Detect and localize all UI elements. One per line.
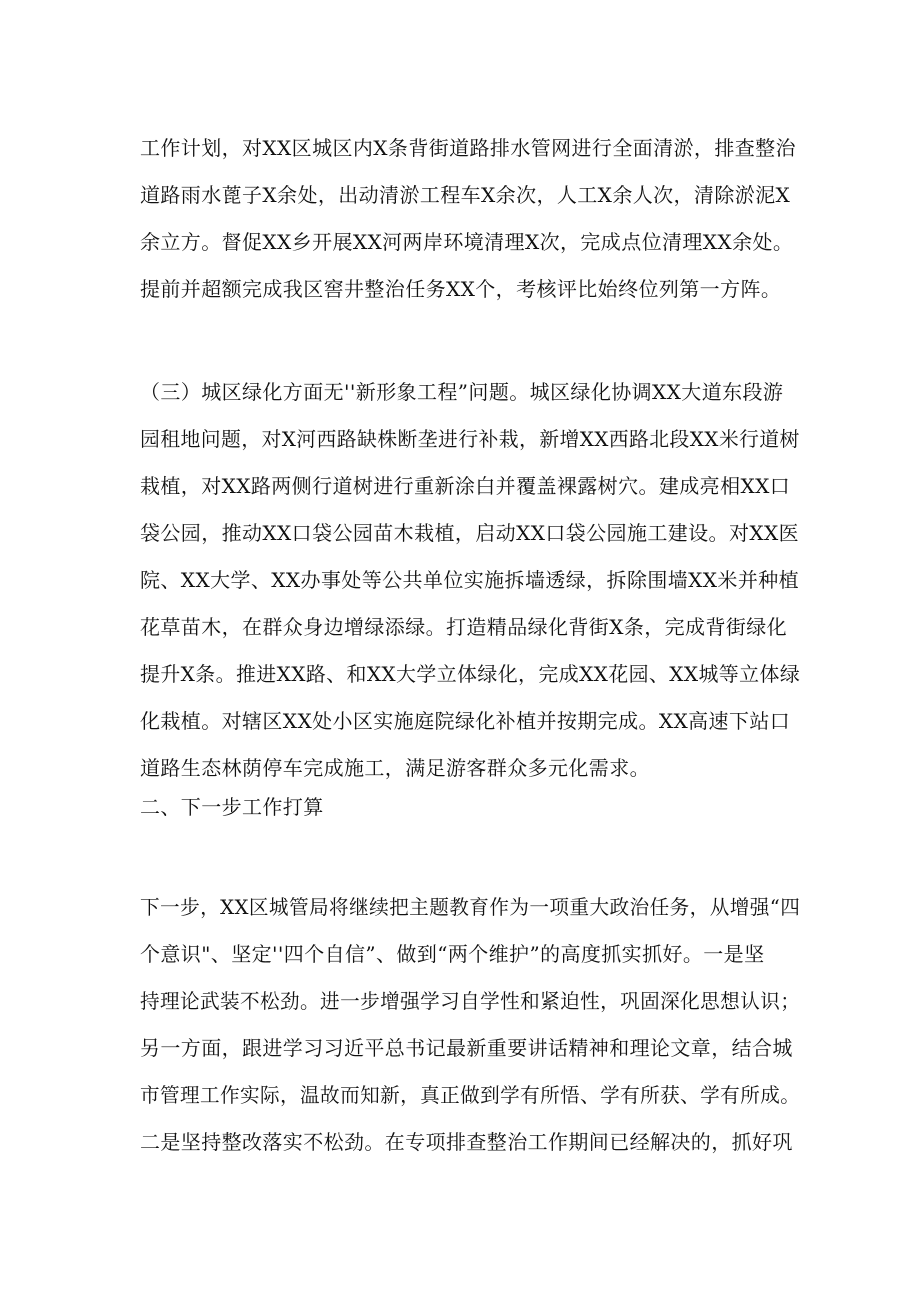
text-line: 下一步，XX区城管局将继续把主题教育作为一项重大政治任务，从增强“四 xyxy=(140,895,801,919)
text-line: 化栽植。对辖区XX处小区实施庭院绿化补植并按期完成。XX高速下站口 xyxy=(140,709,791,733)
text-line: 提升X条。推进XX路、和XX大学立体绿化，完成XX花园、XX城等立体绿 xyxy=(140,662,801,686)
text-line: 个意识"、坚定''四个自信”、做到“两个维护”的高度抓实抓好。一是坚 xyxy=(140,942,765,966)
text-line: 工作计划，对XX区城区内X条背街道路排水管网进行全面清淤，排查整治 xyxy=(140,136,796,160)
text-line: 道路雨水蓖子X余处，出动清淤工程车X余次，人工X余人次，清除淤泥X xyxy=(140,183,791,207)
text-line: 另一方面，跟进学习习近平总书记最新重要讲话精神和理论文章，结合城 xyxy=(140,1036,793,1060)
text-line: 袋公园，推动XX口袋公园苗木栽植，启动XX口袋公园施工建设。对XX医 xyxy=(140,521,800,545)
text-line: 栽植，对XX路两侧行道树进行重新涂白并覆盖裸露树穴。建成亮相XX口 xyxy=(140,474,791,498)
text-line: 提前并超额完成我区窖井整治任务XX个，考核评比始终位列第一方阵。 xyxy=(140,277,782,301)
section-heading: 二、下一步工作打算 xyxy=(140,795,324,819)
text-line: 余立方。督促XX乡开展XX河两岸环境清理X次，完成点位清理XX余处。 xyxy=(140,230,794,254)
text-line: 院、XX大学、XX办事处等公共单位实施拆墙透绿，拆除围墙XX米并种植 xyxy=(140,568,800,592)
text-line: 持理论武装不松劲。进一步增强学习自学性和紧迫性，巩固深化思想认识； xyxy=(140,989,801,1013)
text-line: 花草苗木，在群众身边增绿添绿。打造精品绿化背街X条，完成背街绿化 xyxy=(140,615,788,639)
text-line: 道路生态林荫停车完成施工，满足游客群众多元化需求。 xyxy=(140,756,650,780)
text-line: 市管理工作实际，温故而知新，真正做到学有所悟、学有所获、学有所成。 xyxy=(140,1083,801,1107)
text-line: 二是坚持整改落实不松劲。在专项排查整治工作期间已经解决的，抓好巩 xyxy=(140,1130,793,1154)
text-line: （三）城区绿化方面无''新形象工程”问题。城区绿化协调XX大道东段游 xyxy=(140,380,784,404)
text-line: 园租地问题，对X河西路缺株断垄进行补栽，新增XX西路北段XX米行道树 xyxy=(140,427,800,451)
